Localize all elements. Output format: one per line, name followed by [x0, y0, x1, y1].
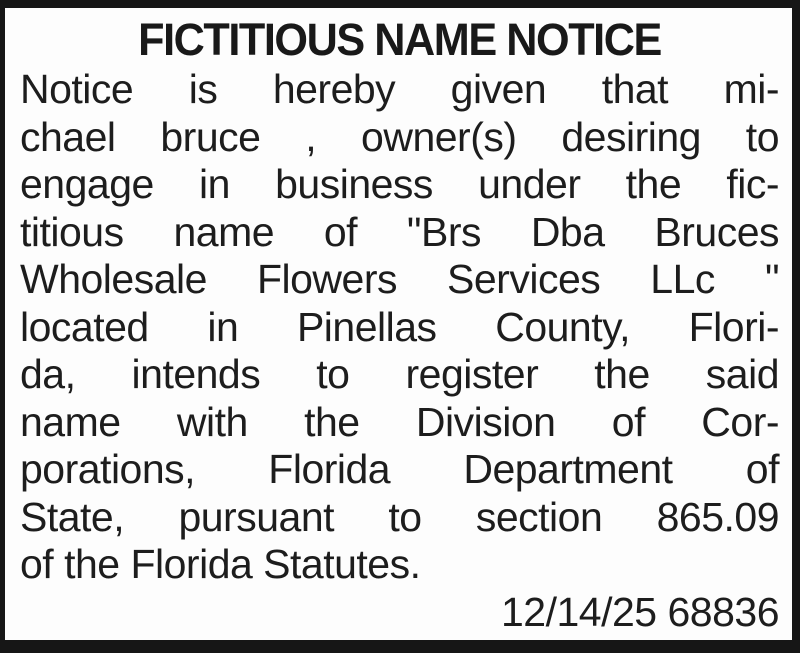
notice-line: chael bruce , owner(s) desiring to	[20, 113, 779, 160]
notice-line: titious name of "Brs Dba Bruces	[20, 208, 779, 255]
notice-card	[5, 8, 792, 640]
notice-ad-number: 68836	[667, 588, 779, 635]
notice-line: name with the Division of Cor-	[20, 398, 779, 445]
notice-footer-line	[20, 589, 779, 637]
notice-body	[20, 66, 779, 636]
notice-line: Notice is hereby given that mi-	[20, 66, 779, 112]
notice-line: State, pursuant to section 865.09	[20, 493, 779, 540]
notice-line: porations, Florida Department of	[20, 446, 779, 492]
notice-line: engage in business under the fic-	[20, 161, 779, 207]
notice-line: da, intends to register the said	[20, 351, 779, 397]
notice-line-last: of the Florida Statutes.	[20, 541, 421, 587]
notice-date: 12/14/25	[500, 588, 657, 635]
notice-line: located in Pinellas County, Flori-	[20, 303, 779, 350]
notice-title: FICTITIOUS NAME NOTICE	[138, 14, 661, 65]
notice-line: Wholesale Flowers Services LLc "	[20, 256, 779, 302]
